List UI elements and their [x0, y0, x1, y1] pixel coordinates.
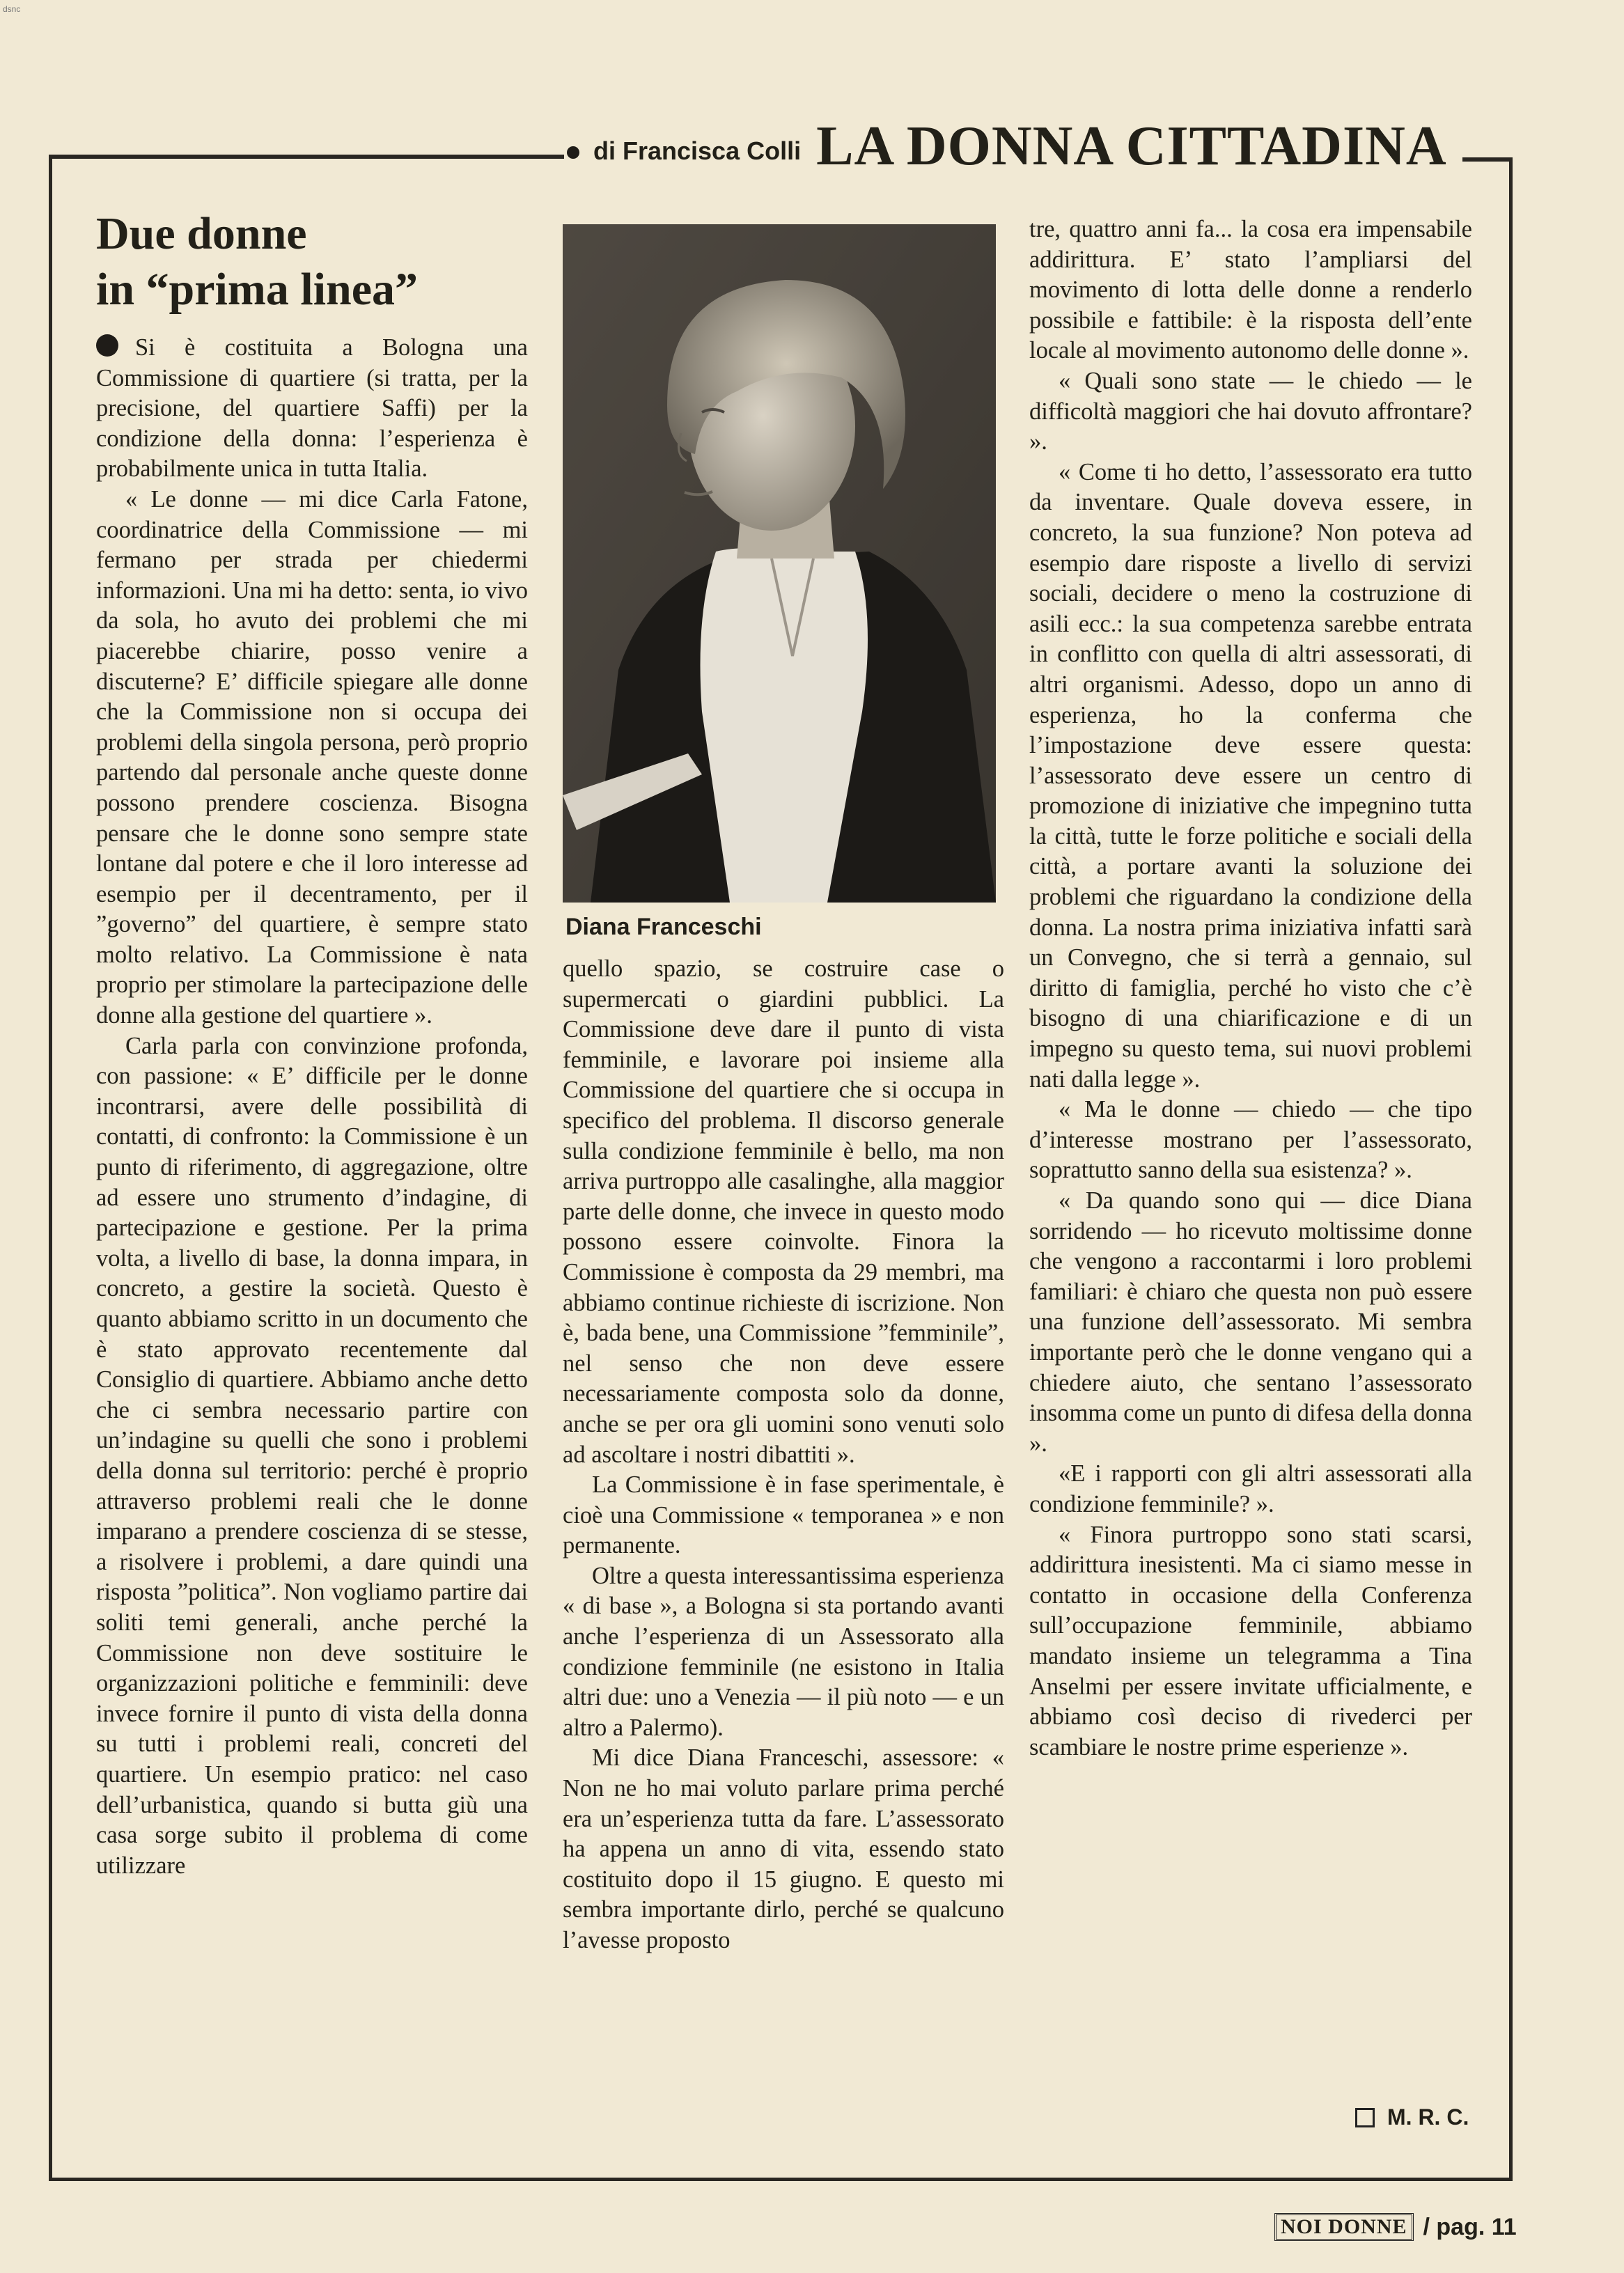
title-line-1: Due donne — [96, 208, 307, 259]
section-header — [567, 111, 1465, 177]
byline: di Francisca Colli — [593, 136, 802, 165]
signature-text: M. R. C. — [1387, 2104, 1469, 2130]
paragraph: « Da quando sono qui — dice Diana sorridendo — ho ricevuto moltissime donne che vengono a raccontarmi i loro problemi familiari: è chiaro che questa non può essere una funzione dell’assessorato. Mi sembra importante però che le donne vengano qui a chiedere aiuto, che sentano l’assessorato insomma come un punto di difesa della donna ». — [1029, 1187, 1472, 1457]
paragraph: tre, quattro anni fa... la cosa era impensabile addirittura. E’ stato l’ampliarsi del movimento di lotta delle donne a renderlo possibile e fattibile: è la risposta dell’ente locale al movimento autonomo delle donne ». — [1029, 216, 1472, 364]
text-column-1 — [96, 333, 528, 1881]
paragraph: « Ma le donne — chiedo — che tipo d’interesse mostrano per l’assessorato, soprattutto sanno della sua esistenza? ». — [1029, 1096, 1472, 1184]
paragraph: Mi dice Diana Franceschi, assessore: « Non ne ho mai voluto parlare prima perché era un’esperienza tutta da fare. L’assessorato ha appena un anno di vita, essendo stato costituito dopo il 15 giugno. E questo mi sembra importante dirlo, perché se qualcuno l’avesse proposto — [563, 1744, 1004, 1953]
paragraph: « Come ti ho detto, l’assessorato era tutto da inventare. Quale doveva essere, in concreto, la sua funzione? Non poteva ad esempio dare risposte a livello di servizi sociali, decidere o meno la costruzione di asili ecc.: la sua competenza sarebbe entrata in conflitto con quella di altri assessorati, di altri organismi. Adesso, dopo un anno di esperienza, ho la conferma che l’impostazione deve essere questa: l’assessorato deve essere un centro di promozione di iniziative che impegnino tutta la città, tutte le forze politiche e sociali della città, a portare avanti la soluzione dei problemi che riguardano la condizione della donna. La nostra prima iniziativa infatti sarà un Convegno, che si terrà a gennaio, sul diritto di famiglia, perché ho visto che c’è bisogno di una chiarificazione e di un impegno su questo tema, sui nuovi problemi nati dalla legge ». — [1029, 458, 1472, 1093]
paragraph: quello spazio, se costruire case o supermercati o giardini pubblici. La Commissione deve dare il punto di vista femminile, e lavorare poi insieme alla Commissione del quartiere che si occupa in specifico del problema. Il discorso generale sulla condizione femminile è bello, ma non arriva purtroppo alle casalinghe, alla maggior parte delle donne, che invece in questo modo possono essere coinvolte. Finora la Commissione è composta da 29 membri, ma abbiamo continue richieste di iscrizione. Non è, bada bene, una Commissione ”femminile”, nel senso che non deve essere necessariamente composta solo da donne, anche se per ora gli uomini sono venuti solo ad ascoltare i nostri dibattiti ». — [563, 955, 1004, 1468]
page-footer — [1274, 2213, 1517, 2241]
article-title — [96, 206, 528, 318]
title-line-2: in “prima linea” — [96, 264, 419, 315]
paragraph: «E i rapporti con gli altri assessorati alla condizione femminile? ». — [1029, 1460, 1472, 1517]
portrait-photo — [563, 224, 996, 903]
paragraph: « Finora purtroppo sono stati scarsi, addirittura inesistenti. Ma ci siamo messe in contatto in occasione della Conferenza sull’occupazione femminile, abbiamo mandato insieme un telegramma a Tina Anselmi per essere invitate ufficialmente, e abbiamo così deciso di rivederci per scambiare le nostre prime esperienze ». — [1029, 1521, 1472, 1760]
paragraph: « Quali sono state — le chiedo — le difficoltà maggiori che hai dovuto affrontare? ». — [1029, 367, 1472, 455]
text-column-2 — [563, 954, 1004, 1956]
text-column-3 — [1029, 214, 1472, 1763]
end-mark-icon — [1355, 2108, 1375, 2127]
magazine-logo: NOI DONNE — [1274, 2213, 1414, 2241]
photo-caption: Diana Franceschi — [565, 914, 762, 940]
paragraph: « Le donne — mi dice Carla Fatone, coordinatrice della Commissione — mi fermano per strada per chiedermi informazioni. Una mi ha detto: senta, io vivo da sola, ho avuto dei problemi che mi piacerebbe chiarire, posso venire a discuterne? E’ difficile spiegare alle donne che la Commissione non si occupa dei problemi della singola persona, però proprio partendo dal personale anche queste donne possono prendere coscienza. Bisogna pensare che le donne sono sempre state lontane dal potere e che il loro interesse ad esempio per il decentramento, per il ”governo” del quartiere, è sempre stato molto relativo. La Commissione è nata proprio per stimolare la partecipazione delle donne alla gestione del quartiere ». — [96, 485, 528, 1029]
corner-mark: dsnc — [3, 4, 21, 14]
bullet-icon — [567, 146, 579, 159]
paragraph: La Commissione è in fase sperimentale, è cioè una Commissione « temporanea » e non permanente. — [563, 1471, 1004, 1559]
author-signature — [1355, 2104, 1469, 2130]
paragraph: Oltre a questa interessantissima esperienza « di base », a Bologna si sta portando avanti anche l’esperienza di un Assessorato alla condizione femminile (ne esistono in Italia altri due: uno a Venezia — il più noto — e un altro a Palermo). — [563, 1562, 1004, 1741]
page-number: / pag. 11 — [1423, 2213, 1517, 2240]
lead-text: Si è costituita a Bologna una Commissione di quartiere (si tratta, per la precisione, del quartiere Saffi) per la condizione della donna: l’esperienza è probabilmente unica in tutta Italia. — [96, 334, 528, 483]
paragraph: Carla parla con convinzione profonda, con passione: « E’ difficile per le donne incontrarsi, avere delle possibilità di contatti, di confronto: la Commissione è un punto di riferimento, di aggregazione, oltre ad essere uno strumento d’indagine, di partecipazione e gestione. Per la prima volta, a livello di base, la donna impara, in concreto, a gestire la società. Questo è quanto abbiamo scritto in un documento che è stato approvato recentemente dal Consiglio di quartiere. Abbiamo anche detto che ci sembra necessario partire con un’indagine su quelli che sono i problemi della donna sul territorio: perché è proprio attraverso problemi reali che le donne imparano a prendere coscienza di se stesse, a risolvere i problemi, a dare quindi una risposta ”politica”. Non vogliamo partire dai soliti temi generali, anche perché la Commissione non deve sostituire le organizzazioni politiche e femminili: deve invece fornire il punto di vista della donna su tutti i problemi reali, concreti del quartiere. Un esempio pratico: nel caso dell’urbanistica, quando si butta giù una casa sorge subito il problema di come utilizzare — [96, 1032, 528, 1879]
lead-bullet-icon — [96, 334, 118, 357]
lead-paragraph — [96, 333, 528, 485]
portrait-image — [563, 224, 996, 903]
section-rubric: LA DONNA CITTADINA — [816, 116, 1447, 177]
